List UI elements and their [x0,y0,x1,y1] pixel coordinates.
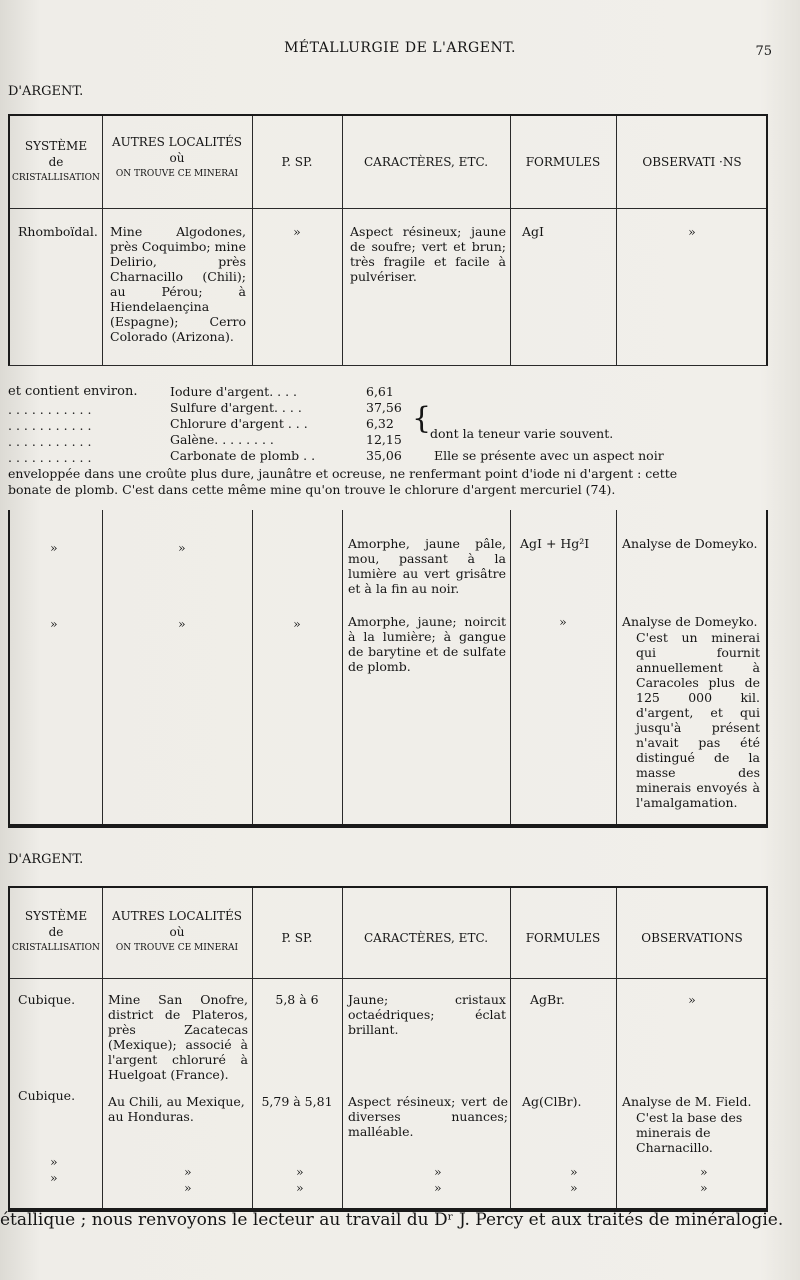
section-label-bottom: D'ARGENT. [8,852,84,867]
comp-item-1: Iodure d'argent. . . . [170,384,298,399]
cell-systeme: Rhomboïdal. [18,224,98,239]
header-localites: AUTRES LOCALITÉS où ON TROUVE CE MINERAI [112,135,242,179]
header-observations: OBSERVATI ·NS [642,155,742,169]
dots-4: . . . . . . . . . . . [8,450,92,465]
t2-header-caracteres: CARACTÈRES, ETC. [363,931,489,945]
dots-3: . . . . . . . . . . . [8,434,92,449]
cont-row1-systeme: » [50,540,58,555]
t2-header-formules: FORMULES [525,931,601,945]
t2-header-systeme: SYSTÈME de CRISTALLISATION [12,909,100,953]
cont-row1-caracteres: Amorphe, jaune pâle, mou, passant à la lumière au vert grisâtre et à la fin au noir. [348,536,506,596]
running-title: MÉTALLURGIE DE L'ARGENT. [284,40,516,56]
cell-psp: » [293,224,301,239]
cell-observations: » [688,224,696,239]
t2-header-localites: AUTRES LOCALITÉS où ON TROUVE CE MINERAI [112,909,242,953]
cont-row1-localites: » [178,540,186,555]
cell-localites: Mine Algodones, près Coquimbo; mine Delirio, près Charnacillo (Chili); au Pérou; à Hiendelaençina (Espagne); Cerro Colorado (Arizona). [110,224,246,344]
t2-row2-caracteres: Aspect résineux; vert de diverses nuances; malléable. [348,1094,508,1139]
cell-formule: AgI [522,224,544,239]
dots-1: . . . . . . . . . . . [8,402,92,417]
header-systeme: SYSTÈME de CRISTALLISATION [12,139,100,183]
t2-row1-observations: » [688,992,696,1007]
t2-row3-mark-4: » [184,1180,192,1195]
header-formules: FORMULES [525,155,601,169]
comp-value-5: 35,06 [366,448,402,463]
paragraph-line-1: enveloppée dans une croûte plus dure, jaunâtre et ocreuse, ne renfermant point d'iode ni d'argent : cette [8,466,678,481]
comp-item-4: Galène. . . . . . . . [170,432,274,447]
t2-row3-mark-7: » [434,1164,442,1179]
t2-row3-mark-8: » [434,1180,442,1195]
t2-row1-psp: 5,8 à 6 [275,992,319,1007]
t2-header-psp: P. SP. [281,931,313,945]
t2-row3-mark-9: » [570,1164,578,1179]
comp-item-3: Chlorure d'argent . . . [170,416,308,431]
cont-row1-formule: AgI + Hg²I [520,536,590,551]
t2-row3-mark-1: » [50,1154,58,1169]
t2-row2-systeme: Cubique. [18,1088,76,1103]
t2-row1-formule: AgBr. [530,992,565,1007]
t2-row3-mark-12: » [700,1180,708,1195]
paragraph-line-2: bonate de plomb. C'est dans cette même mine qu'on trouve le chlorure d'argent mercuriel (74). [8,482,616,497]
mineral-table-1-continued [8,510,768,828]
t2-row2-psp: 5,79 à 5,81 [261,1094,333,1109]
composition-tail: Elle se présente avec un aspect noir [434,448,664,463]
comp-value-3: 6,32 [366,416,394,431]
t2-row3-mark-10: » [570,1180,578,1195]
t2-row2-observations: C'est la base des minerais de Charnacillo. [636,1110,743,1155]
comp-value-2: 37,56 [366,400,402,415]
cont-row2-observations: C'est un minerai qui fournit annuellement à Caracoles plus de 125 000 kil. d'argent, et qui jusqu'à présent n'avait pas été distingué de la masse des minerais envoyés à l'amalgamation. [636,630,760,810]
comp-item-5: Carbonate de plomb . . [170,448,316,463]
t2-row3-mark-11: » [700,1164,708,1179]
cont-row2-formule: » [559,614,567,629]
cont-row2-psp: » [293,616,301,631]
page-number: 75 [755,44,772,59]
composition-note: dont la teneur varie souvent. [430,426,614,441]
mineral-table-2 [8,886,768,1212]
cont-row2-caracteres: Amorphe, jaune; noircit à la lumière; à gangue de barytine et de sulfate de plomb. [348,614,506,674]
comp-value-4: 12,15 [366,432,402,447]
t2-row1-caracteres: Jaune; cristaux octaédriques; éclat brillant. [348,992,506,1037]
mineral-table-1 [8,114,768,366]
footer-text: étallique ; nous renvoyons le lecteur au travail du Dʳ J. Percy et aux traités de minéralogie. [0,1210,784,1230]
cont-row2-localites: » [178,616,186,631]
comp-item-2: Sulfure d'argent. . . . [170,400,302,415]
brace: { [412,401,432,436]
header-psp: P. SP. [281,155,313,169]
cont-row2-systeme: » [50,616,58,631]
cell-caracteres: Aspect résineux; jaune de soufre; vert et brun; très fragile et facile à pulvériser. [350,224,506,284]
t2-row1-localites: Mine San Onofre, district de Plateros, près Zacatecas (Mexique); associé à l'argent chloruré à Huelgoat (France). [108,992,248,1082]
cont-row1-observations: Analyse de Domeyko. [622,536,758,551]
cont-row2-observations-title: Analyse de Domeyko. [622,614,758,629]
t2-row1-systeme: Cubique. [18,992,76,1007]
t2-row3-mark-2: » [50,1170,58,1185]
comp-value-1: 6,61 [366,384,394,399]
header-caracteres: CARACTÈRES, ETC. [363,155,489,169]
t2-row2-observations-title: Analyse de M. Field. [622,1094,752,1109]
t2-row3-mark-5: » [296,1164,304,1179]
t2-row2-localites: Au Chili, au Mexique, au Honduras. [108,1094,245,1124]
t2-header-observations: OBSERVATIONS [641,931,743,945]
t2-row3-mark-3: » [184,1164,192,1179]
t2-row3-mark-6: » [296,1180,304,1195]
t2-row2-formule: Ag(ClBr). [522,1094,582,1109]
composition-intro: et contient environ. [8,384,138,399]
section-label-top: D'ARGENT. [8,84,84,99]
dots-2: . . . . . . . . . . . [8,418,92,433]
